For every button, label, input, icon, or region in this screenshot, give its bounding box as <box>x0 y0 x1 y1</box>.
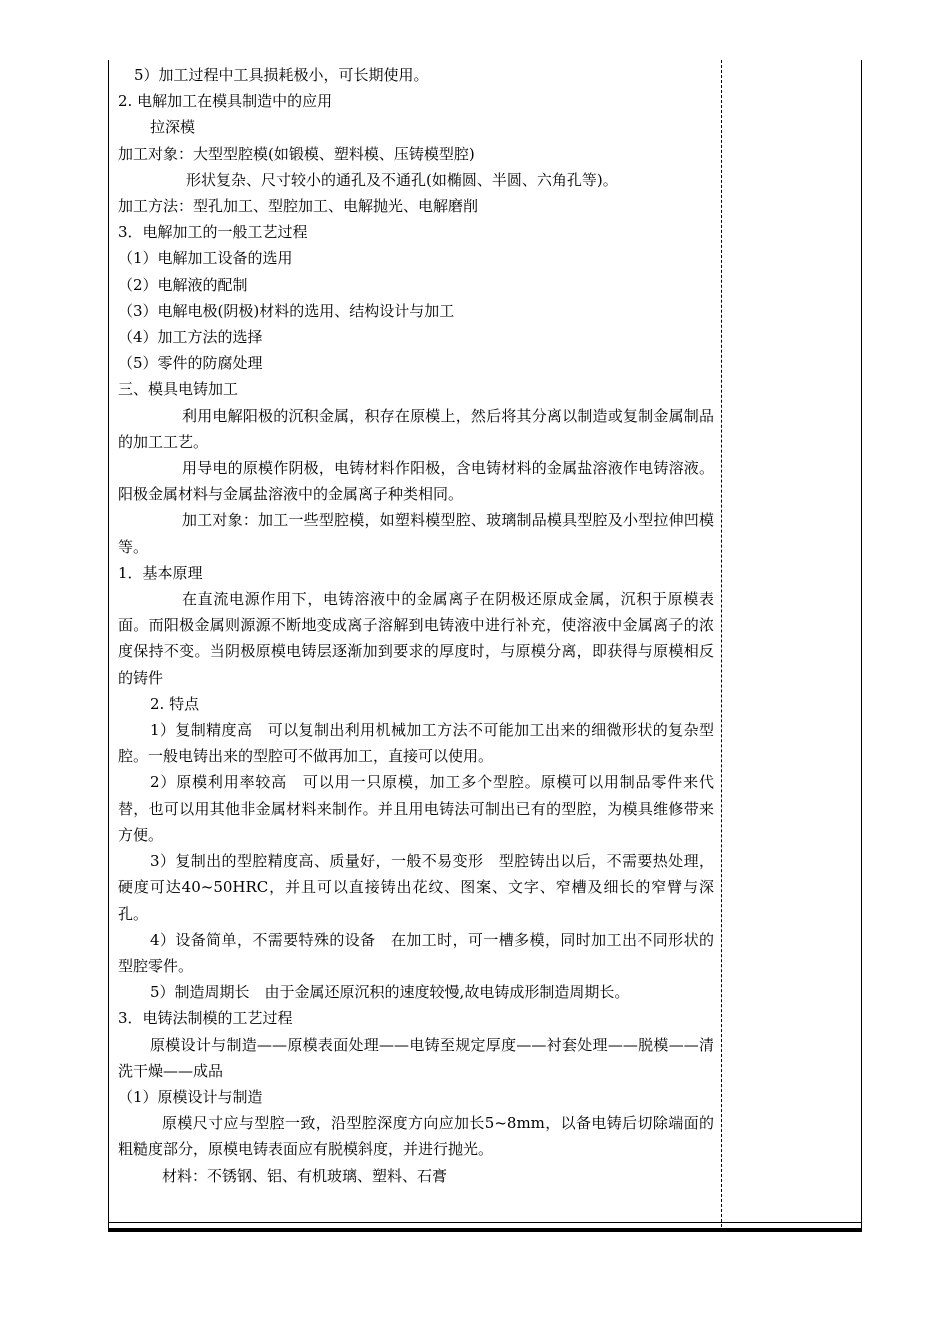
table-left-border <box>108 60 109 1232</box>
feature-item: 3）复制出的型腔精度高、质量好，一般不易变形 型腔铸出以后，不需要热处理，硬度可达40~50HRC，并且可以直接铸出花纹、图案、文字、窄槽及细长的窄臂与深孔。 <box>118 852 714 923</box>
list-item: （1）电解加工设备的选用 <box>118 249 293 268</box>
paragraph: 加工对象：加工一些型腔模，如塑料模型腔、玻璃制品模具型腔及小型拉伸凹模等。 <box>118 511 714 556</box>
table-bottom-rule <box>108 1228 862 1232</box>
list-item: （5）零件的防腐处理 <box>118 354 263 373</box>
text-line: 5）加工过程中工具损耗极小，可长期使用。 <box>134 66 429 84</box>
heading-line: 2. 特点 <box>150 694 200 713</box>
text-line: 材料：不锈钢、铝、有机玻璃、塑料、石膏 <box>162 1166 448 1185</box>
column-divider <box>721 60 722 1232</box>
paragraph: 利用电解阳极的沉积金属，积存在原模上，然后将其分离以制造或复制金属制品的加工工艺。 <box>118 406 714 451</box>
paragraph: 用导电的原模作阴极，电铸材料作阳极，含电铸材料的金属盐溶液作电铸溶液。阳极金属材料与金属盐溶液中的金属离子种类相同。 <box>118 459 714 504</box>
text-line: 拉深模 <box>150 118 196 137</box>
text-line: 加工方法：型孔加工、型腔加工、电解抛光、电解磨削 <box>118 197 479 216</box>
feature-item: 4）设备简单，不需要特殊的设备 在加工时，可一槽多模，同时加工出不同形状的型腔零件。 <box>118 930 714 975</box>
paragraph: 在直流电源作用下，电铸溶液中的金属离子在阴极还原成金属，沉积于原模表面。而阳极金属则源源不断地变成离子溶解到电铸液中进行补充，使溶液中金属离子的浓度保持不变。当阴极原模电铸层逐渐加到要求的厚度时，与原模分离，即获得与原模相反的铸件 <box>118 590 714 687</box>
heading-line: 2. 电解加工在模具制造中的应用 <box>118 92 333 111</box>
feature-item: 5）制造周期长 由于金属还原沉积的速度较慢,故电铸成形制造周期长。 <box>150 983 630 1002</box>
heading-line: （1）原模设计与制造 <box>118 1087 263 1106</box>
paragraph: 原模设计与制造——原模表面处理——电铸至规定厚度——衬套处理——脱模——清洗干燥——成品 <box>118 1035 714 1080</box>
feature-item: 1）复制精度高 可以复制出利用机械加工方法不可能加工出来的细微形状的复杂型腔。一般电铸出来的型腔可不做再加工，直接可以使用。 <box>118 721 714 766</box>
heading-line: 3．电铸法制模的工艺过程 <box>118 1009 293 1028</box>
text-line: 加工对象：大型型腔模(如锻模、塑料模、压铸模型腔) <box>118 144 475 163</box>
paragraph: 原模尺寸应与型腔一致，沿型腔深度方向应加长5~8mm，以备电铸后切除端面的粗糙度部分，原模电铸表面应有脱模斜度，并进行抛光。 <box>118 1114 714 1159</box>
heading-line: 3．电解加工的一般工艺过程 <box>118 223 308 242</box>
section-heading: 三、模具电铸加工 <box>118 380 239 399</box>
feature-item: 2）原模利用率较高 可以用一只原模，加工多个型腔。原模可以用制品零件来代替，也可以用其他非金属材料来制作。并且用电铸法可制出已有的型腔，为模具维修带来方便。 <box>118 773 714 844</box>
table-right-border <box>861 60 862 1232</box>
document-body <box>118 62 714 1189</box>
list-item: （2）电解液的配制 <box>118 275 248 294</box>
heading-line: 1．基本原理 <box>118 563 203 582</box>
text-line: 形状复杂、尺寸较小的通孔及不通孔(如椭圆、半圆、六角孔等)。 <box>186 170 618 189</box>
list-item: （3）电解电极(阴极)材料的选用、结构设计与加工 <box>118 301 455 320</box>
list-item: （4）加工方法的选择 <box>118 328 263 347</box>
table-bottom-thin-rule <box>108 1222 862 1223</box>
